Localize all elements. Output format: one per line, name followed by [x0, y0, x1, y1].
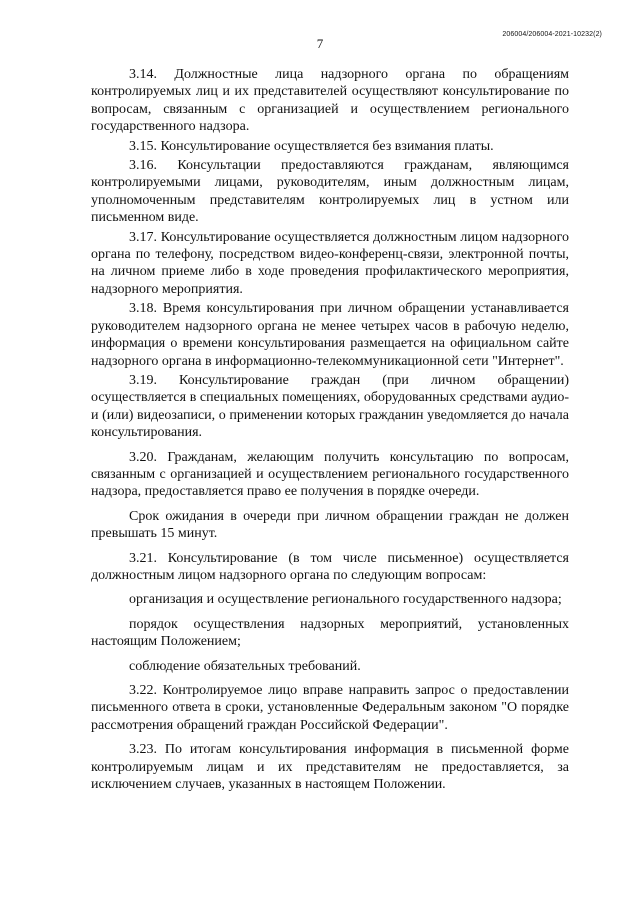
paragraph-3-22: 3.22. Контролируемое лицо вправе направить запрос о предоставлении письменного ответа в сроки, установленные Федеральным законом "О порядке рассмотрения обращений граждан Российской Федерации". [91, 683, 569, 733]
paragraph-3-16: 3.16. Консультации предоставляются гражданам, являющимся контролируемыми лицами, руководителям, иным должностным лицам, уполномоченным представителям контролируемых лиц в устном или письменном виде. [91, 158, 569, 226]
paragraph-3-17: 3.17. Консультирование осуществляется должностным лицом надзорного органа по телефону, посредством видео-конференц-связи, электронной почты, на личном приеме либо в ходе проведения профилактического мероприятия, надзорного мероприятия. [91, 229, 569, 297]
paragraph-3-21: 3.21. Консультирование (в том числе письменное) осуществляется должностным лицом надзорного органа по следующим вопросам: [91, 550, 569, 583]
paragraph-3-15: 3.15. Консультирование осуществляется без взимания платы. [129, 138, 494, 154]
list-item-procedure: порядок осуществления надзорных мероприятий, установленных настоящим Положением; [91, 616, 569, 650]
paragraph-waiting-time: Срок ожидания в очереди при личном обращении граждан не должен превышать 15 минут. [91, 508, 569, 542]
list-item-compliance: соблюдение обязательных требований. [129, 658, 361, 674]
paragraph-3-23: 3.23. По итогам консультирования информация в письменной форме контролируемым лицам и их представителям не предоставляется, за исключением случаев, указанных в настоящем Положении. [91, 742, 569, 793]
document-body [91, 66, 569, 795]
list-item-organization: организация и осуществление регионального государственного надзора; [129, 592, 562, 608]
paragraph-3-14: 3.14. Должностные лица надзорного органа по обращениям контролируемых лиц и их представителей осуществляют консультирование по вопросам, связанным с организацией и осуществлением регионального государственного надзора. [91, 67, 569, 135]
page-number: 7 [316, 36, 324, 51]
paragraph-3-18: 3.18. Время консультирования при личном обращении устанавливается руководителем надзорного органа не менее четырех часов в рабочую неделю, информация о времени консультирования размещается на официальном сайте надзорного органа в информационно-телекоммуникационной сети "Интернет". [91, 301, 569, 369]
paragraph-3-20: 3.20. Гражданам, желающим получить консультацию по вопросам, связанным с организацией и осуществлением регионального государственного надзора, предоставляется право ее получения в порядке очереди. [91, 449, 569, 500]
document-id: 206004/206004-2021-10232(2) [502, 31, 602, 38]
paragraph-3-19: 3.19. Консультирование граждан (при личном обращении) осуществляется в специальных помещениях, оборудованных средствами аудио- и (или) видеозаписи, о применении которых гражданин уведомляется до начала консультирования. [91, 372, 569, 441]
